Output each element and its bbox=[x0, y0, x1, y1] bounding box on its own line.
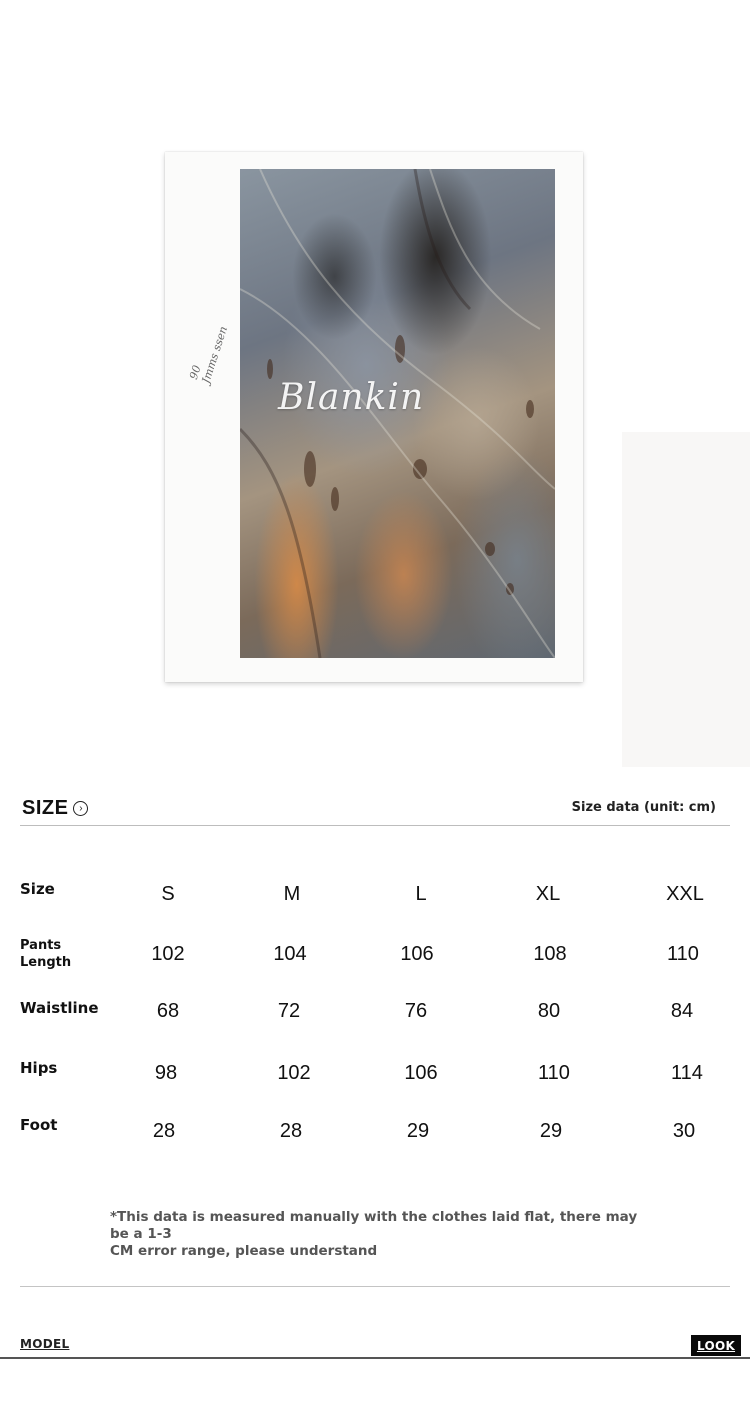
column-header: XXL bbox=[666, 883, 704, 905]
table-cell: 68 bbox=[156, 1000, 180, 1022]
brand-script-text: Blankin bbox=[278, 377, 425, 418]
measurement-footnote: *This data is measured manually with the clothes laid flat, there may be a 1-3 CM error range, please understand bbox=[110, 1209, 638, 1259]
table-cell: 29 bbox=[539, 1120, 563, 1142]
chevron-right-circle-icon: › bbox=[73, 801, 88, 816]
side-image-fragment bbox=[622, 432, 750, 767]
table-cell: 29 bbox=[406, 1120, 430, 1142]
divider bbox=[20, 825, 730, 826]
table-cell: 106 bbox=[404, 1062, 438, 1084]
column-header: L bbox=[415, 883, 427, 905]
table-cell: 28 bbox=[279, 1120, 303, 1142]
table-cell: 106 bbox=[400, 943, 434, 965]
table-cell: 30 bbox=[672, 1120, 696, 1142]
hero-card bbox=[165, 152, 583, 682]
table-cell: 28 bbox=[152, 1120, 176, 1142]
table-cell: 104 bbox=[273, 943, 307, 965]
row-label-pants-length: Pants Length bbox=[20, 938, 72, 970]
handwritten-note: 90 Jmms ssen bbox=[187, 324, 231, 386]
table-cell: 108 bbox=[533, 943, 567, 965]
model-link[interactable]: MODEL bbox=[20, 1337, 70, 1351]
column-header: M bbox=[283, 883, 301, 905]
size-header bbox=[22, 797, 88, 820]
look-button[interactable]: LOOK bbox=[691, 1335, 741, 1356]
row-label-waistline: Waistline bbox=[20, 999, 99, 1017]
row-label-foot: Foot bbox=[20, 1116, 58, 1134]
divider bbox=[20, 1286, 730, 1287]
table-cell: 76 bbox=[404, 1000, 428, 1022]
table-cell: 98 bbox=[154, 1062, 178, 1084]
column-header: S bbox=[161, 883, 175, 905]
size-title: SIZE bbox=[22, 797, 69, 819]
table-cell: 110 bbox=[538, 1062, 570, 1084]
table-cell: 114 bbox=[671, 1062, 703, 1084]
column-header: XL bbox=[535, 883, 561, 905]
size-header-label: Size bbox=[20, 880, 55, 898]
row-label-hips: Hips bbox=[20, 1059, 58, 1077]
table-cell: 80 bbox=[537, 1000, 561, 1022]
table-cell: 102 bbox=[277, 1062, 311, 1084]
table-cell: 84 bbox=[670, 1000, 694, 1022]
table-cell: 102 bbox=[151, 943, 185, 965]
table-cell: 110 bbox=[667, 943, 699, 965]
photo-fabric-image bbox=[240, 169, 555, 658]
table-cell: 72 bbox=[277, 1000, 301, 1022]
footer-divider bbox=[0, 1357, 750, 1359]
unit-note: Size data (unit: cm) bbox=[571, 800, 716, 815]
